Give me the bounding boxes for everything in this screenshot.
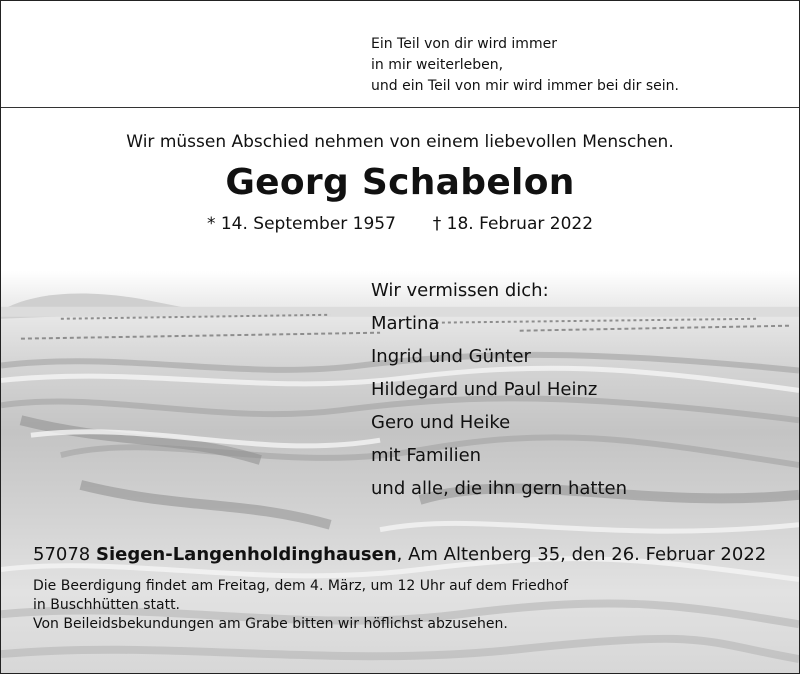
mourner-name: und alle, die ihn gern hatten xyxy=(371,478,628,499)
address-rest: , Am Altenberg 35, den 26. Februar 2022 xyxy=(396,544,767,565)
mourner-name: Gero und Heike xyxy=(371,412,511,433)
intro-sentence: Wir müssen Abschied nehmen von einem liebevollen Menschen. xyxy=(126,132,674,152)
death-symbol: † xyxy=(432,214,442,234)
mourner-name: Ingrid und Günter xyxy=(371,346,531,367)
motto-line: Ein Teil von dir wird immer xyxy=(371,36,557,52)
details-line: in Buschhütten statt. xyxy=(33,597,181,613)
life-dates xyxy=(1,214,799,234)
motto-line: und ein Teil von mir wird immer bei dir sein. xyxy=(371,78,679,94)
motto-line: in mir weiterleben, xyxy=(371,57,504,73)
mourner-name: Martina xyxy=(371,313,440,334)
address-town: Siegen-Langenholdinghausen xyxy=(95,544,397,565)
mourner-name: mit Familien xyxy=(371,445,482,466)
address-postcode: 57078 xyxy=(33,544,96,565)
mourners-list xyxy=(371,274,627,505)
funeral-details xyxy=(33,577,568,634)
address-line xyxy=(33,544,766,565)
birth-date: 14. September 1957 xyxy=(220,214,396,234)
motto-quote xyxy=(371,34,679,97)
deceased-name: Georg Schabelon xyxy=(225,162,575,203)
death-date: 18. Februar 2022 xyxy=(446,214,594,234)
mourners-heading: Wir vermissen dich: xyxy=(371,280,549,301)
divider-line xyxy=(1,107,799,108)
details-line: Die Beerdigung findet am Freitag, dem 4. März, um 12 Uhr auf dem Friedhof xyxy=(33,578,569,594)
birth-symbol: * xyxy=(206,214,216,234)
mourner-name: Hildegard und Paul Heinz xyxy=(371,379,598,400)
details-line: Von Beileidsbekundungen am Grabe bitten wir höflichst abzusehen. xyxy=(33,616,508,632)
